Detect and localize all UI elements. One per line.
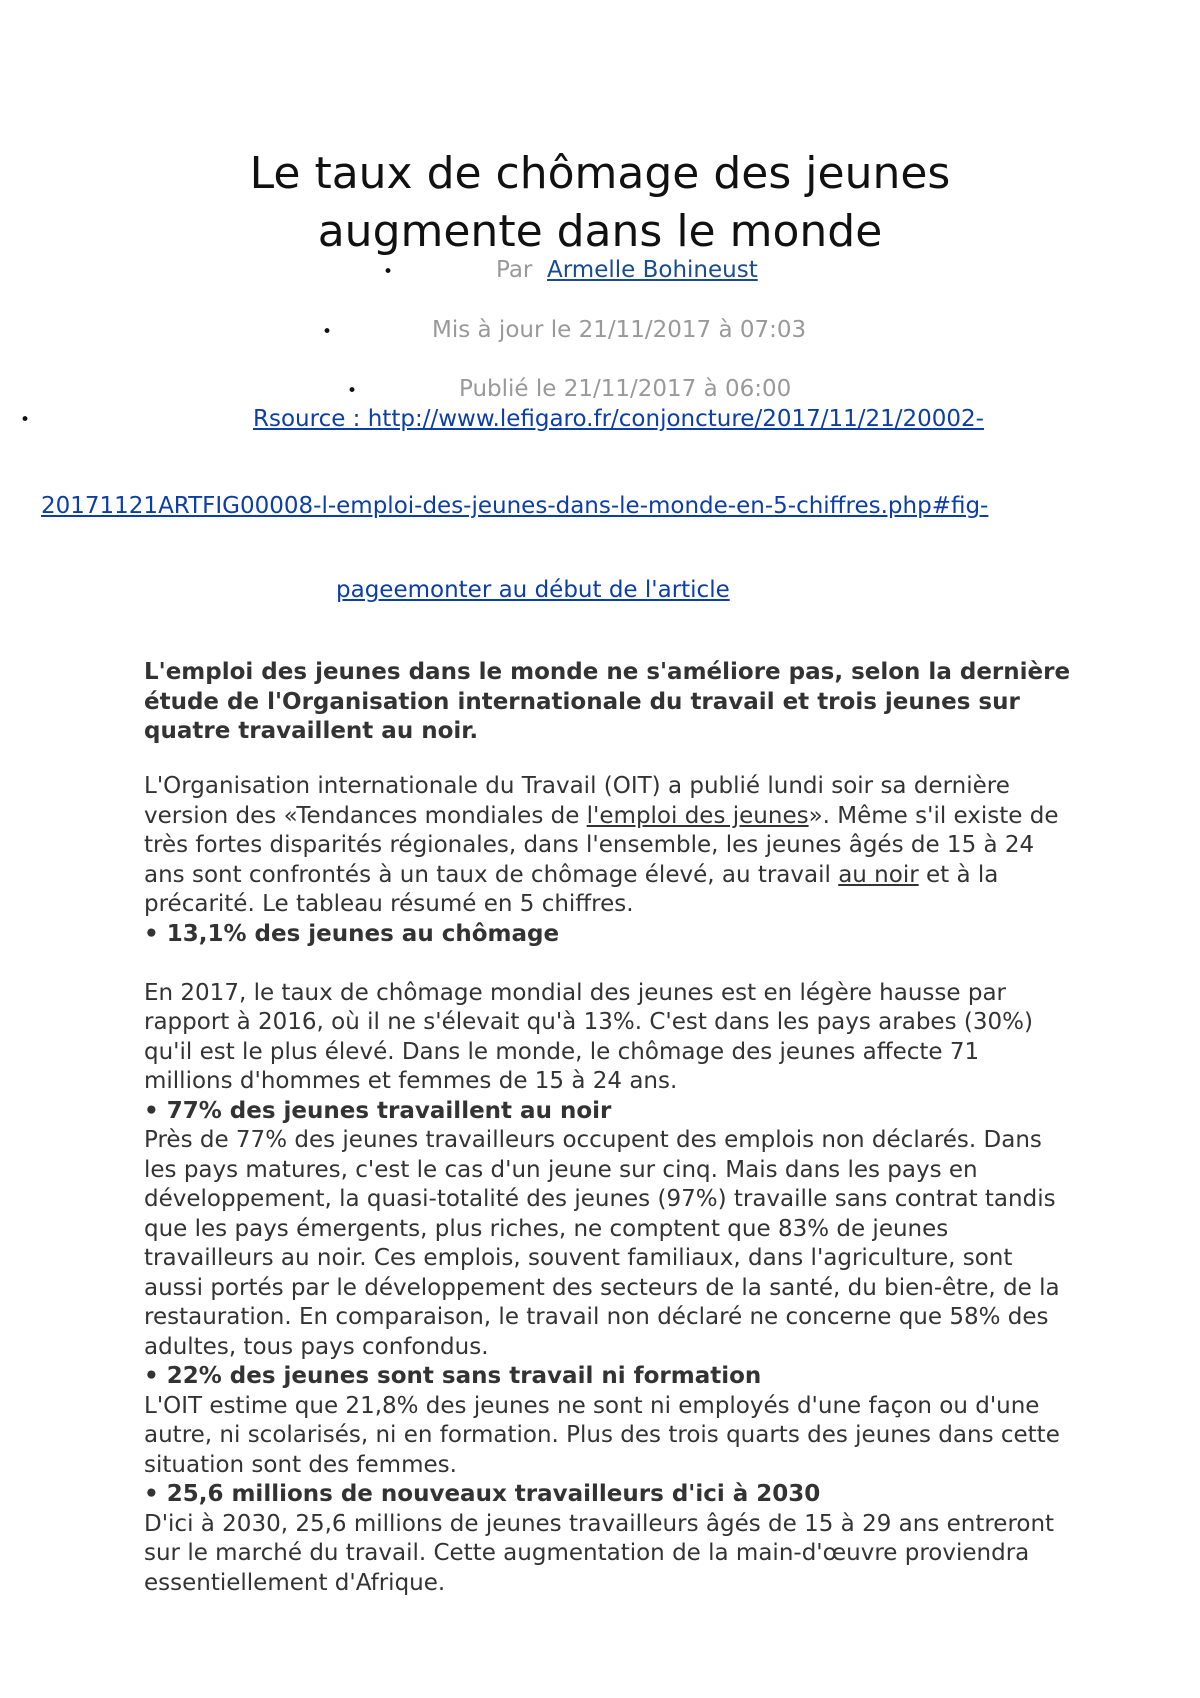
byline-prefix: Par — [496, 257, 533, 283]
title-line-2: augmente dans le monde — [317, 206, 883, 257]
author-link[interactable]: Armelle Bohineust — [547, 257, 758, 283]
bullet-byline: • — [383, 262, 394, 282]
source-link-line-1[interactable]: Rsource : http://www.lefigaro.fr/conjoncture/2017/11/21/20002- — [253, 406, 984, 432]
title-line-1: Le taux de chômage des jeunes — [249, 148, 951, 199]
article-title — [0, 145, 1200, 261]
updated-date: Mis à jour le 21/11/2017 à 07:03 — [432, 317, 807, 343]
back-to-top-link[interactable]: pageemonter au début de l'article — [336, 577, 730, 603]
source-link-line-2[interactable]: 20171121ARTFIG00008-l-emploi-des-jeunes-dans-le-monde-en-5-chiffres.php#fig- — [41, 493, 989, 519]
intro-paragraph: L'Organisation internationale du Travail (OIT) a publié lundi soir sa dernière version des «Tendances mondiales de l'emploi des jeunes». Même s'il existe de très fortes disparités régionales, dans l'ensemble, les jeunes âgés de 15 à 24 ans sont confrontés à un taux de chômage élevé, au travail au noir et à la précarité. Le tableau résumé en 5 chiffres. — [144, 773, 1059, 917]
section-paragraph-formation: L'OIT estime que 21,8% des jeunes ne sont ni employés d'une façon ou d'une autre, ni scolarisés, ni en formation. Plus des trois quarts des jeunes dans cette situation sont des femmes. — [144, 1392, 1060, 1478]
bullet-source: • — [20, 410, 31, 430]
byline — [496, 256, 758, 284]
bullet-published: • — [347, 381, 358, 401]
published-date: Publié le 21/11/2017 à 06:00 — [459, 376, 792, 402]
link-emploi-des-jeunes[interactable]: l'emploi des jeunes — [586, 802, 809, 829]
article-body — [144, 772, 1074, 1598]
section-heading-noir: • 77% des jeunes travaillent au noir — [144, 1097, 612, 1124]
link-au-noir[interactable]: au noir — [838, 861, 919, 888]
section-paragraph-2030: D'ici à 2030, 25,6 millions de jeunes travailleurs âgés de 15 à 29 ans entreront sur le marché du travail. Cette augmentation de la main-d'œuvre proviendra essentiellement d'Afrique. — [144, 1510, 1055, 1596]
section-paragraph-chomage: En 2017, le taux de chômage mondial des jeunes est en légère hausse par rapport à 2016, où il ne s'élevait qu'à 13%. C'est dans les pays arabes (30%) qu'il est le plus élevé. Dans le monde, le chômage des jeunes affecte 71 millions d'hommes et femmes de 15 à 24 ans. — [144, 979, 1033, 1094]
section-paragraph-noir: Près de 77% des jeunes travailleurs occupent des emplois non déclarés. Dans les pays matures, c'est le cas d'un jeune sur cinq. Mais dans les pays en développement, la quasi-totalité des jeunes (97%) travaille sans contrat tandis que les pays émergents, plus riches, ne comptent que 83% de jeunes travailleurs au noir. Ces emplois, souvent familiaux, dans l'agriculture, sont aussi portés par le développement des secteurs de la santé, du bien-être, de la restauration. En comparaison, le travail non déclaré ne concerne que 58% des adultes, tous pays confondus. — [144, 1127, 1060, 1360]
section-heading-2030: • 25,6 millions de nouveaux travailleurs d'ici à 2030 — [144, 1481, 821, 1507]
article-lead: L'emploi des jeunes dans le monde ne s'améliore pas, selon la dernière étude de l'Organisation internationale du travail et trois jeunes sur quatre travaillent au noir. — [144, 659, 1071, 744]
bullet-updated: • — [322, 322, 333, 342]
section-heading-chomage: • 13,1% des jeunes au chômage — [144, 920, 560, 947]
section-heading-formation: • 22% des jeunes sont sans travail ni formation — [144, 1363, 762, 1389]
